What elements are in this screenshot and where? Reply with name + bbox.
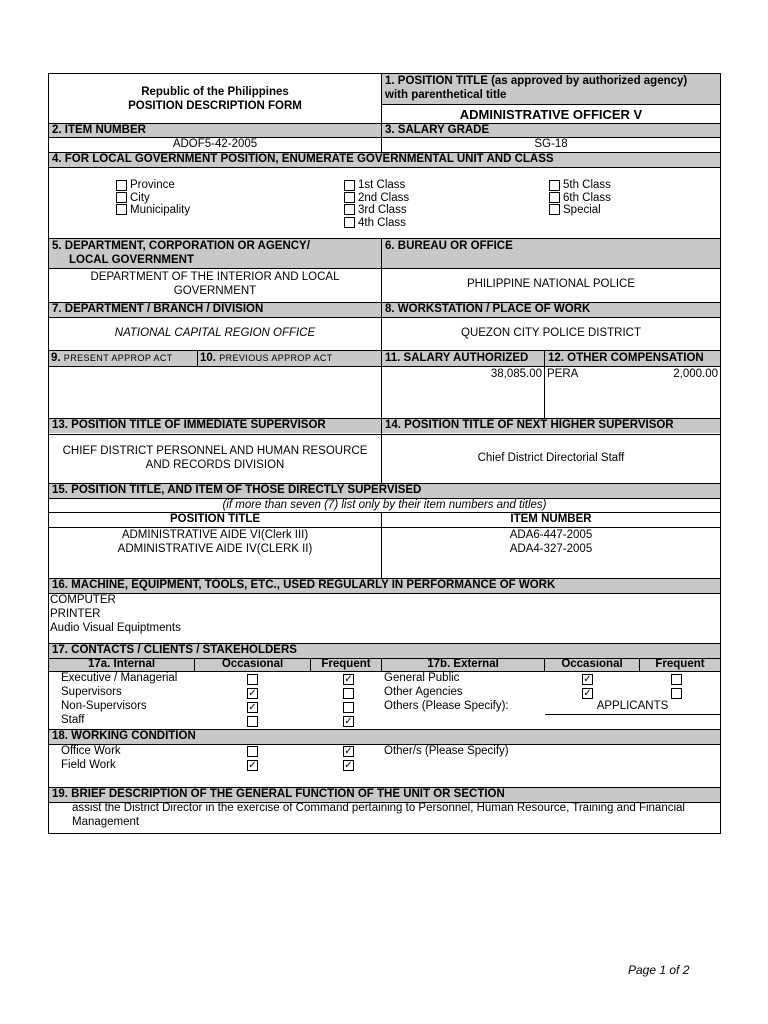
external-others-specify: Others (Please Specify): (384, 700, 509, 712)
previous-approp-num: 10. (200, 352, 216, 364)
other-comp-name: PERA (547, 368, 579, 380)
local-gov-label: 4. FOR LOCAL GOVERNMENT POSITION, ENUMERATE GOVERNMENTAL UNIT AND CLASS (52, 153, 554, 165)
executive-frequent-checkbox[interactable]: ✓ (344, 674, 353, 685)
5th-class-checkbox[interactable] (549, 180, 560, 191)
5th-class-label: 5th Class (563, 179, 611, 191)
4th-class-checkbox[interactable] (344, 217, 355, 228)
external-frequent-header: Frequent (655, 658, 705, 670)
3rd-class-checkbox[interactable] (344, 204, 355, 215)
internal-staff: Staff (61, 714, 85, 726)
equipment-label: 16. MACHINE, EQUIPMENT, TOOLS, ETC., USED REGULARLY IN PERFORMANCE OF WORK (52, 579, 556, 591)
external-occasional-header: Occasional (561, 658, 623, 670)
6th-class-checkbox[interactable] (549, 192, 560, 203)
1st-class-label: 1st Class (358, 179, 406, 191)
internal-non-supervisors: Non-Supervisors (61, 700, 147, 712)
office-work-label: Office Work (61, 745, 121, 757)
general-public-occasional-checkbox[interactable]: ✓ (583, 674, 592, 685)
2nd-class-label: 2nd Class (358, 192, 410, 204)
salary-authorized-label: 11. SALARY AUTHORIZED (385, 352, 529, 364)
internal-col-header: 17a. Internal (87, 658, 156, 670)
supervised-title-2: ADMINISTRATIVE AIDE IV(CLERK II) (117, 543, 313, 555)
position-title-label-2: with parenthetical title (385, 89, 507, 101)
function-description: assist the District Director in the exercise of Command pertaining to Personnel, Human Resource, Training and Financial (72, 802, 685, 814)
staff-frequent-checkbox[interactable]: ✓ (344, 716, 353, 727)
external-general-public: General Public (384, 672, 460, 684)
salary-grade-label: 3. SALARY GRADE (385, 124, 490, 136)
item-number-label: 2. ITEM NUMBER (52, 124, 146, 136)
republic-label: Republic of the Philippines (141, 86, 289, 98)
field-work-label: Field Work (61, 759, 116, 771)
internal-frequent-header: Frequent (321, 658, 371, 670)
present-approp-label: PRESENT APPROP ACT (63, 353, 173, 363)
office-work-frequent-checkbox[interactable]: ✓ (344, 746, 353, 757)
supervisors-occasional-checkbox[interactable]: ✓ (248, 688, 257, 699)
workstation-label: 8. WORKSTATION / PLACE OF WORK (385, 303, 591, 315)
province-label: Province (130, 179, 175, 191)
contacts-label: 17. CONTACTS / CLIENTS / STAKEHOLDERS (52, 644, 297, 656)
province-checkbox[interactable] (116, 180, 127, 191)
branch-value: NATIONAL CAPITAL REGION OFFICE (114, 327, 316, 339)
working-condition-label: 18. WORKING CONDITION (52, 730, 196, 742)
supervisor-value: CHIEF DISTRICT PERSONNEL AND HUMAN RESOURCE (62, 445, 368, 457)
special-checkbox[interactable] (549, 204, 560, 215)
supervised-item-2: ADA4-327-2005 (509, 543, 593, 555)
item-number-col-header: ITEM NUMBER (510, 513, 592, 525)
field-work-frequent-checkbox[interactable]: ✓ (344, 760, 353, 771)
general-public-frequent-checkbox[interactable] (671, 674, 682, 685)
other-comp-label: 12. OTHER COMPENSATION (548, 352, 704, 364)
others-specify-value: APPLICANTS (596, 700, 669, 712)
salary-grade-value: SG-18 (534, 138, 568, 150)
non-supervisors-occasional-checkbox[interactable]: ✓ (248, 702, 257, 713)
external-other-agencies: Other Agencies (384, 686, 463, 698)
form-title: POSITION DESCRIPTION FORM (128, 100, 302, 112)
department-value-2: GOVERNMENT (173, 285, 257, 297)
other-agencies-occasional-checkbox[interactable]: ✓ (583, 688, 592, 699)
supervised-note: (if more than seven (7) list only by their item numbers and titles) (222, 499, 547, 511)
branch-label: 7. DEPARTMENT / BRANCH / DIVISION (52, 303, 264, 315)
supervised-title-1: ADMINISTRATIVE AIDE VI(Clerk III) (121, 529, 309, 541)
city-label: City (130, 192, 150, 204)
other-conditions-label: Other/s (Please Specify) (384, 745, 509, 757)
higher-supervisor-label: 14. POSITION TITLE OF NEXT HIGHER SUPERVISOR (385, 419, 674, 431)
field-work-occasional-checkbox[interactable]: ✓ (248, 760, 257, 771)
4th-class-label: 4th Class (358, 217, 406, 229)
salary-authorized-value: 38,085.00 (490, 368, 542, 380)
non-supervisors-frequent-checkbox[interactable] (343, 702, 354, 713)
2nd-class-checkbox[interactable] (344, 192, 355, 203)
function-description-2: Management (72, 816, 140, 828)
position-title-col-header: POSITION TITLE (169, 513, 261, 525)
supervised-item-1: ADA6-447-2005 (509, 529, 593, 541)
supervisor-value-2: AND RECORDS DIVISION (145, 459, 285, 471)
equipment-item-1: COMPUTER (50, 594, 116, 606)
position-title-value: ADMINISTRATIVE OFFICER V (459, 107, 643, 122)
executive-occasional-checkbox[interactable] (247, 674, 258, 685)
city-checkbox[interactable] (116, 192, 127, 203)
position-description-form (48, 73, 721, 834)
other-agencies-frequent-checkbox[interactable] (671, 688, 682, 699)
supervised-label: 15. POSITION TITLE, AND ITEM OF THOSE DIRECTLY SUPERVISED (52, 484, 422, 496)
municipality-label: Municipality (130, 204, 191, 216)
3rd-class-label: 3rd Class (358, 204, 407, 216)
position-title-label: 1. POSITION TITLE (as approved by authorized agency) (385, 75, 688, 87)
1st-class-checkbox[interactable] (344, 180, 355, 191)
equipment-item-2: PRINTER (50, 608, 101, 620)
department-value: DEPARTMENT OF THE INTERIOR AND LOCAL (90, 271, 340, 283)
staff-occasional-checkbox[interactable] (247, 716, 258, 727)
present-approp-num: 9. (51, 352, 61, 364)
department-label-2: LOCAL GOVERNMENT (69, 254, 195, 266)
function-label: 19. BRIEF DESCRIPTION OF THE GENERAL FUNCTION OF THE UNIT OR SECTION (52, 788, 505, 800)
department-label: 5. DEPARTMENT, CORPORATION OR AGENCY/ (52, 240, 310, 252)
form-header (49, 74, 381, 130)
special-label: Special (563, 204, 601, 216)
municipality-checkbox[interactable] (116, 204, 127, 215)
item-number-value: ADOF5-42-2005 (172, 138, 258, 150)
external-col-header: 17b. External (427, 658, 499, 670)
internal-supervisors: Supervisors (61, 686, 122, 698)
higher-supervisor-value: Chief District Directorial Staff (477, 452, 625, 464)
local-gov-options (49, 168, 720, 238)
bureau-label: 6. BUREAU OR OFFICE (385, 240, 513, 252)
internal-occasional-header: Occasional (221, 658, 284, 670)
equipment-item-3: Audio Visual Equiptments (50, 622, 181, 634)
workstation-value: QUEZON CITY POLICE DISTRICT (461, 327, 641, 339)
previous-approp-label: PREVIOUS APPROP ACT (219, 353, 333, 363)
bureau-value: PHILIPPINE NATIONAL POLICE (466, 278, 636, 290)
page-number: Page 1 of 2 (628, 963, 690, 977)
supervisors-frequent-checkbox[interactable] (343, 688, 354, 699)
6th-class-label: 6th Class (563, 192, 611, 204)
supervisor-label: 13. POSITION TITLE OF IMMEDIATE SUPERVISOR (52, 419, 326, 431)
other-comp-value: 2,000.00 (673, 368, 718, 380)
office-work-occasional-checkbox[interactable] (247, 746, 258, 757)
internal-executive: Executive / Managerial (61, 672, 178, 684)
